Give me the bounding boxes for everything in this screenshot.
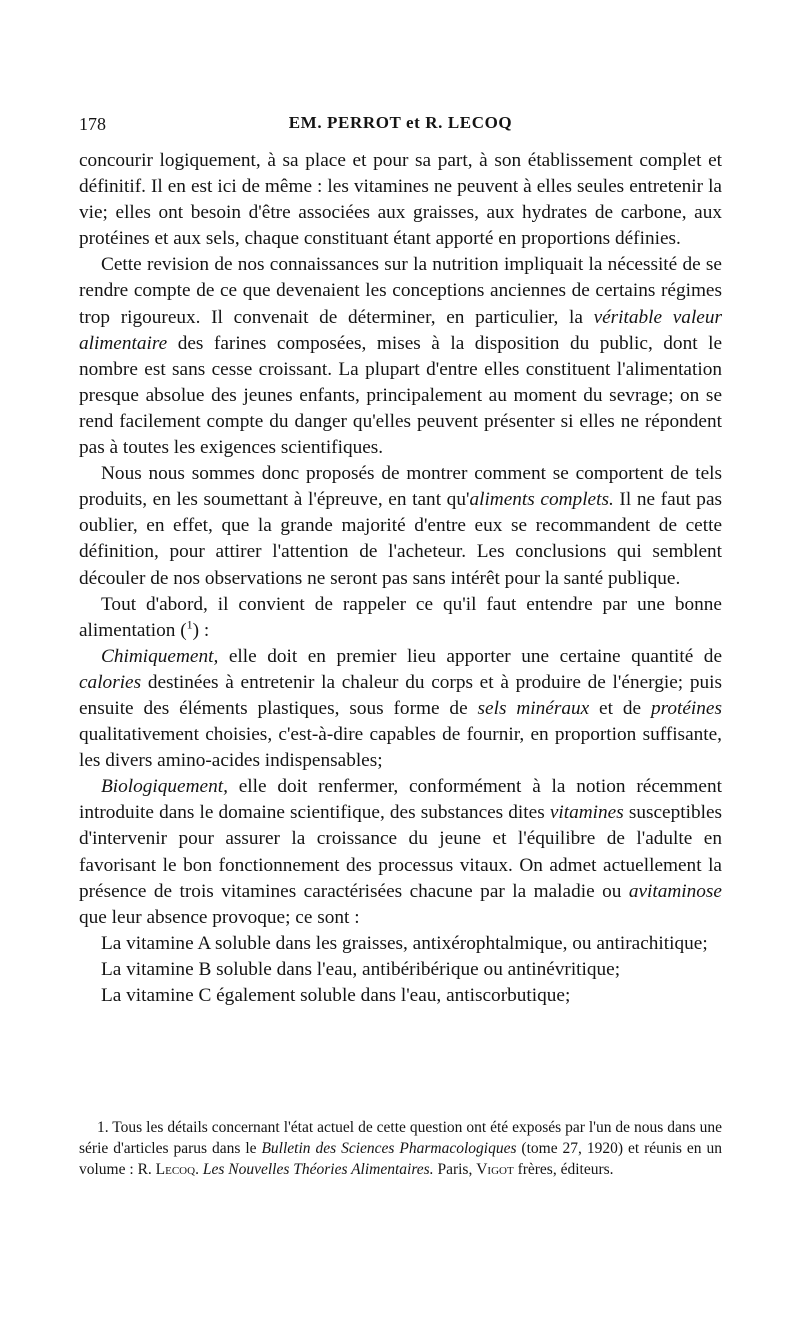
- paragraph-6-text-b: susceptibles d'intervenir pour assurer la croissance du jeune et l'équilibre de l'adulte en favorisant le bon fonctionnement des processus vitaux. On admet actuellement la présence de trois vitamines caractérisées chacune par la maladie ou: [79, 802, 723, 902]
- paragraph-5-emphasis-2: calories: [79, 671, 142, 693]
- paragraph-4-text-a: Tout d'abord, il convient de rappeler ce qu'il faut entendre par une bonne alimentation (: [79, 593, 722, 641]
- paragraph-7: [79, 931, 722, 957]
- footnote-text-c: Paris,: [433, 1160, 477, 1178]
- paragraph-3: [79, 461, 722, 591]
- paragraph-3-text-b: Il ne faut pas oublier, en effet, que la grande majorité d'entre eux se recommandent de cette définition, pour attirer l'attention de l'acheteur. Les conclusions qui semblent découler de nos observations ne seront pas sans intérêt pour la santé publique.: [79, 489, 723, 589]
- paragraph-9: [79, 983, 722, 1009]
- paragraph-2-emphasis: véritable valeur alimentaire: [79, 306, 722, 354]
- body-text: [79, 148, 722, 1009]
- paragraph-6: [79, 774, 722, 931]
- paragraph-5: [79, 644, 722, 774]
- paragraph-3-emphasis: aliments complets.: [469, 489, 614, 511]
- paragraph-6-emphasis-2: vitamines: [549, 802, 624, 824]
- footnote-publisher: Vigot: [476, 1160, 514, 1178]
- paragraph-6-emphasis-3: avitaminose: [628, 880, 722, 902]
- paragraph-1-text: concourir logiquement, à sa place et pour sa part, à son établissement complet et définitif. Il en est ici de même : les vitamines ne peuvent à elles seules entretenir la vie; elles ont besoin d'être associées aux graisses, aux hydrates de carbone, aux protéines et aux sels, chaque constituant étant apporté en proportions définies.: [79, 150, 722, 250]
- footnote-author: R. Lecoq.: [137, 1160, 199, 1178]
- footnote-book-title: Les Nouvelles Théories Alimentaires.: [202, 1160, 434, 1178]
- footnote: [79, 1118, 722, 1180]
- paragraph-5-emphasis-3: sels minéraux: [477, 697, 590, 719]
- paragraph-9-text: La vitamine C également soluble dans l'eau, antiscorbutique;: [101, 985, 571, 1006]
- paragraph-1: [79, 148, 722, 252]
- paragraph-5-text-b: destinées à entretenir la chaleur du corps et à produire de l'énergie; puis ensuite des éléments plastiques, sous forme de: [79, 671, 722, 719]
- paragraph-8: [79, 957, 722, 983]
- footnote-text-d: frères, éditeurs.: [513, 1160, 614, 1178]
- paragraph-3-text-a: Nous nous sommes donc proposés de montrer comment se comportent de tels produits, en les soumettant à l'épreuve, en tant qu': [79, 463, 722, 511]
- paragraph-5-text-a: elle doit en premier lieu apporter une certaine quantité de: [218, 645, 722, 667]
- page-number: 178: [79, 114, 106, 134]
- paragraph-6-text-c: que leur absence provoque; ce sont :: [79, 906, 360, 928]
- footnote-1: [79, 1118, 722, 1180]
- running-title: EM. PERROT et R. LECOQ: [288, 113, 513, 132]
- paragraph-5-emphasis-1: Chimiquement,: [101, 645, 219, 667]
- paragraph-4-text-b: ) :: [192, 619, 210, 641]
- footnote-text-a: 1. Tous les détails concernant l'état actuel de cette question ont été exposés par l'un de nous dans une série d'articles parus dans le: [79, 1119, 722, 1157]
- footnote-journal-title: Bulletin des Sciences Pharmacologiques: [261, 1139, 517, 1157]
- paragraph-2-text-a: Cette revision de nos connaissances sur la nutrition impliquait la nécessité de se rendre compte de ce que devenaient les conceptions anciennes de certains régimes trop rigoureux. Il convenait de déterminer, en particulier, la: [79, 254, 722, 328]
- paragraph-6-emphasis-1: Biologiquement,: [101, 776, 228, 798]
- paragraph-5-text-d: qualitativement choisies, c'est-à-dire capables de fournir, en proportion suffisante, les divers amino-acides indispensables;: [79, 724, 722, 772]
- page-header: [79, 108, 722, 142]
- paragraph-5-emphasis-4: protéines: [650, 697, 722, 719]
- paragraph-2: [79, 252, 722, 461]
- paragraph-5-text-c: et de: [589, 697, 651, 719]
- paragraph-8-text: La vitamine B soluble dans l'eau, antibéribérique ou antinévritique;: [101, 958, 621, 980]
- paragraph-7-text: La vitamine A soluble dans les graisses, antixérophtalmique, ou antirachitique;: [101, 932, 708, 954]
- paragraph-2-text-b: des farines composées, mises à la disposition du public, dont le nombre est sans cesse croissant. La plupart d'entre elles constituent l'alimentation presque absolue des jeunes enfants, principalement au moment du sevrage; on se rend facilement compte du danger qu'elles peuvent présenter si elles ne répondent pas à toutes les exigences scientifiques.: [79, 332, 722, 459]
- paragraph-6-text-a: elle doit renfermer, conformément à la notion récemment introduite dans le domaine scientifique, des substances dites: [79, 776, 722, 824]
- paragraph-4: [79, 592, 722, 644]
- footnote-reference: 1: [186, 617, 193, 632]
- footnote-text-b: (tome 27, 1920) et réunis en un volume :: [79, 1139, 722, 1178]
